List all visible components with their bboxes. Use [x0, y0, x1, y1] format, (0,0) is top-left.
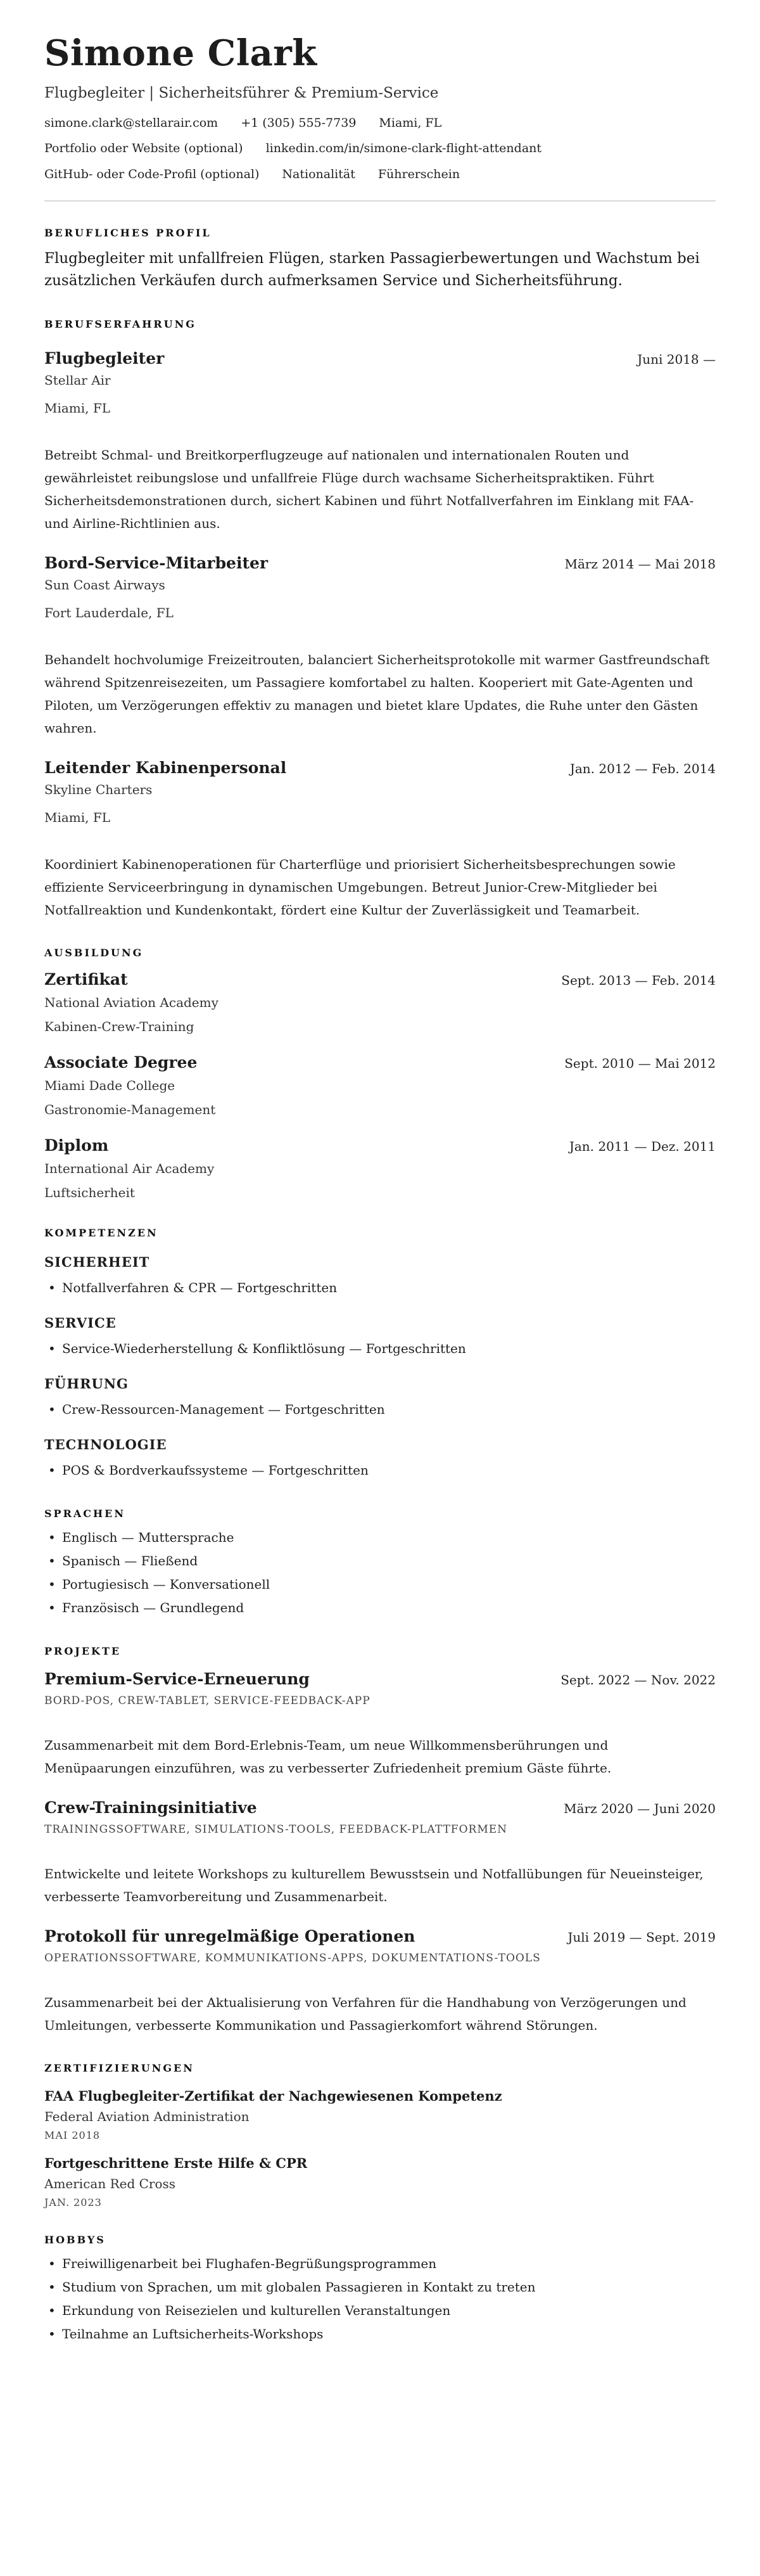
experience-location: Miami, FL — [44, 809, 111, 825]
section-title-skills: KOMPETENZEN — [44, 1226, 158, 1239]
experience-role: Leitender Kabinenpersonal — [44, 758, 287, 777]
project-entry-head — [44, 1927, 716, 1945]
hobby-item: • Erkundung von Reisezielen und kulturellen Veranstaltungen — [44, 2299, 716, 2323]
project-tags: TRAININGSSOFTWARE, SIMULATIONS-TOOLS, FEEDBACK-PLATTFORMEN — [44, 1823, 508, 1836]
education-entry — [44, 1136, 716, 1201]
experience-entry-head — [44, 554, 716, 572]
contact-portfolio[interactable]: Portfolio oder Website (optional) — [44, 141, 243, 156]
skill-list — [44, 1459, 716, 1482]
language-list — [44, 1526, 716, 1620]
experience-role: Bord-Service-Mitarbeiter — [44, 553, 269, 572]
experience-description: Betreibt Schmal- und Breitkorperflugzeuge auf nationalen und internationalen Routen und gewährleistet reibungslose und unfallfreie Flüge durch wachsame Sicherheitspraktiken. Führt Sicherheitsdemonstrationen durch, sichert Kabinen und führt Notfallverfahren im Einklang mit FAA- und Airline-Richtlinien aus. — [44, 447, 694, 531]
experience-entry-head — [44, 759, 716, 777]
education-school: Miami Dade College — [44, 1077, 175, 1093]
project-entry — [44, 1670, 716, 1779]
experience-description: Behandelt hochvolumige Freizeitrouten, balanciert Sicherheitsprotokolle mit warmer Gastfreundschaft während Spitzenreisezeiten, um Passagiere komfortabel zu halten. Kooperiert mit Gate-Agenten und Piloten, um Verzögerungen effektiv zu managen und bietet klare Updates, die Ruhe unter den Gästen wahren. — [44, 651, 710, 736]
experience-entry — [44, 759, 716, 921]
skill-item: • Notfallverfahren & CPR — Fortgeschritten — [44, 1276, 716, 1300]
language-item: • Englisch — Muttersprache — [44, 1526, 716, 1549]
skill-group-title: TECHNOLOGIE — [44, 1436, 167, 1452]
skill-item: • Service-Wiederherstellung & Konfliktlösung — Fortgeschritten — [44, 1337, 716, 1361]
project-description: Entwickelte und leitete Workshops zu kulturellem Bewusstsein und Notfallübungen für Neueinsteiger, verbesserte Teamvorbereitung und Zusammenarbeit. — [44, 1866, 704, 1904]
hobby-item: • Teilnahme an Luftsicherheits-Workshops — [44, 2323, 716, 2346]
profile-section — [44, 227, 716, 293]
hobby-item: • Freiwilligenarbeit bei Flughafen-Begrüßungsprogrammen — [44, 2252, 716, 2276]
skill-list — [44, 1398, 716, 1421]
education-entry — [44, 970, 716, 1035]
experience-date: März 2014 — Mai 2018 — [564, 556, 716, 572]
candidate-name: Simone Clark — [44, 32, 317, 74]
experience-date: Juni 2018 — — [637, 351, 716, 367]
project-entry — [44, 1927, 716, 2037]
certification-date: JAN. 2023 — [44, 2196, 102, 2208]
certifications-section — [44, 2062, 716, 2208]
project-entry-head — [44, 1670, 716, 1688]
contact-row-links — [44, 141, 716, 157]
section-title-hobbies: HOBBYS — [44, 2233, 106, 2246]
skill-item: • POS & Bordverkaufssysteme — Fortgeschritten — [44, 1459, 716, 1482]
skill-group-title: SERVICE — [44, 1314, 117, 1331]
contact-location: Miami, FL — [379, 115, 442, 130]
experience-description: Koordiniert Kabinenoperationen für Charterflüge und priorisiert Sicherheitsbesprechungen sowie effiziente Serviceerbringung in dynamischen Umgebungen. Betreut Junior-Crew-Mitglieder bei Notfallreaktion und Kundenkontakt, fördert eine Kultur der Zuverlässigkeit und Teamarbeit. — [44, 856, 676, 918]
project-description: Zusammenarbeit mit dem Bord-Erlebnis-Team, um neue Willkommensberührungen und Menüpaarungen einzuführen, was zu verbesserter Zufriedenheit premium Gäste führte. — [44, 1737, 612, 1776]
contact-row-primary — [44, 115, 716, 131]
resume-header — [44, 34, 716, 202]
experience-location: Miami, FL — [44, 400, 111, 416]
certification-name: FAA Flugbegleiter-Zertifikat der Nachgewiesenen Kompetenz — [44, 2087, 502, 2104]
experience-role: Flugbegleiter — [44, 349, 165, 368]
certification-issuer: American Red Cross — [44, 2176, 176, 2191]
project-tags: OPERATIONSSOFTWARE, KOMMUNIKATIONS-APPS, DOKUMENTATIONS-TOOLS — [44, 1951, 541, 1964]
education-date: Sept. 2010 — Mai 2012 — [564, 1055, 716, 1071]
project-entry-head — [44, 1798, 716, 1817]
experience-company: Stellar Air — [44, 372, 111, 388]
education-degree: Diplom — [44, 1136, 109, 1155]
skill-list — [44, 1337, 716, 1361]
education-entry — [44, 1053, 716, 1118]
languages-section — [44, 1508, 716, 1620]
experience-company: Sun Coast Airways — [44, 577, 165, 593]
language-item: • Portugiesisch — Konversationell — [44, 1573, 716, 1596]
contact-linkedin[interactable]: linkedin.com/in/simone-clark-flight-attendant — [265, 141, 542, 156]
skill-group-title: SICHERHEIT — [44, 1253, 150, 1270]
contact-nationality: Nationalität — [282, 167, 355, 181]
project-name: Crew-Trainingsinitiative — [44, 1798, 257, 1817]
education-entry-head — [44, 1053, 716, 1072]
education-school: National Aviation Academy — [44, 994, 218, 1010]
contact-row-extra — [44, 167, 716, 183]
project-date: Juli 2019 — Sept. 2019 — [567, 1929, 716, 1945]
contact-github[interactable]: GitHub- oder Code-Profil (optional) — [44, 167, 260, 181]
language-item: • Französisch — Grundlegend — [44, 1596, 716, 1620]
education-date: Jan. 2011 — Dez. 2011 — [569, 1138, 716, 1154]
contact-email[interactable]: simone.clark@stellarair.com — [44, 115, 218, 130]
language-item: • Spanisch — Fließend — [44, 1549, 716, 1573]
contact-phone[interactable]: +1 (305) 555-7739 — [241, 115, 357, 130]
section-title-experience: BERUFSERFAHRUNG — [44, 317, 196, 330]
skills-section — [44, 1227, 716, 1482]
education-date: Sept. 2013 — Feb. 2014 — [561, 972, 716, 988]
certification-issuer: Federal Aviation Administration — [44, 2108, 250, 2124]
project-name: Protokoll für unregelmäßige Operationen — [44, 1926, 415, 1945]
experience-entry — [44, 349, 716, 535]
project-name: Premium-Service-Erneuerung — [44, 1669, 310, 1688]
candidate-headline: Flugbegleiter | Sicherheitsführer & Premium-Service — [44, 84, 439, 101]
education-field: Gastronomie-Management — [44, 1101, 216, 1117]
education-degree: Zertifikat — [44, 970, 128, 989]
section-title-profile: BERUFLICHES PROFIL — [44, 226, 212, 239]
experience-entry-head — [44, 349, 716, 368]
section-title-certifications: ZERTIFIZIERUNGEN — [44, 2061, 194, 2074]
header-divider — [44, 200, 716, 202]
certification-name: Fortgeschrittene Erste Hilfe & CPR — [44, 2155, 308, 2171]
project-date: Sept. 2022 — Nov. 2022 — [560, 1672, 716, 1688]
project-description: Zusammenarbeit bei der Aktualisierung von Verfahren für die Handhabung von Verzögerungen und Umleitungen, verbesserte Kommunikation und Passagierkomfort während Störungen. — [44, 1994, 687, 2033]
project-entry — [44, 1798, 716, 1908]
experience-location: Fort Lauderdale, FL — [44, 605, 174, 620]
experience-company: Skyline Charters — [44, 781, 153, 797]
project-tags: BORD-POS, CREW-TABLET, SERVICE-FEEDBACK-APP — [44, 1694, 370, 1707]
experience-entry — [44, 554, 716, 740]
hobbies-section — [44, 2234, 716, 2346]
education-entry-head — [44, 970, 716, 989]
skill-list — [44, 1276, 716, 1300]
experience-section — [44, 318, 716, 921]
certification-date: MAI 2018 — [44, 2129, 101, 2141]
projects-section — [44, 1645, 716, 2037]
education-entry-head — [44, 1136, 716, 1155]
education-school: International Air Academy — [44, 1160, 215, 1176]
project-date: März 2020 — Juni 2020 — [564, 1800, 716, 1816]
certification-entry — [44, 2088, 716, 2141]
section-title-education: AUSBILDUNG — [44, 946, 144, 959]
skill-item: • Crew-Ressourcen-Management — Fortgeschritten — [44, 1398, 716, 1421]
section-title-projects: PROJEKTE — [44, 1644, 122, 1657]
education-field: Kabinen-Crew-Training — [44, 1018, 194, 1034]
certification-entry — [44, 2155, 716, 2208]
skill-group-title: FÜHRUNG — [44, 1375, 129, 1392]
education-section — [44, 947, 716, 1201]
experience-date: Jan. 2012 — Feb. 2014 — [569, 760, 716, 776]
hobby-item: • Studium von Sprachen, um mit globalen Passagieren in Kontakt zu treten — [44, 2276, 716, 2299]
hobby-list — [44, 2252, 716, 2346]
education-degree: Associate Degree — [44, 1053, 198, 1072]
section-title-languages: SPRACHEN — [44, 1507, 125, 1520]
education-field: Luftsicherheit — [44, 1184, 135, 1200]
profile-summary: Flugbegleiter mit unfallfreien Flügen, starken Passagierbewertungen und Wachstum bei zusätzlichen Verkäufen durch aufmerksamen Service und Sicherheitsführung. — [44, 250, 700, 290]
contact-license: Führerschein — [377, 167, 460, 181]
